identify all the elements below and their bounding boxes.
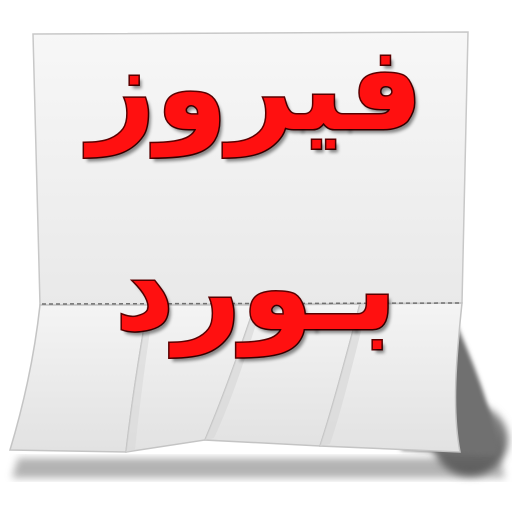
logo-line-1: فیروز [88, 22, 424, 157]
logo-line-2: بـورد [114, 222, 398, 357]
